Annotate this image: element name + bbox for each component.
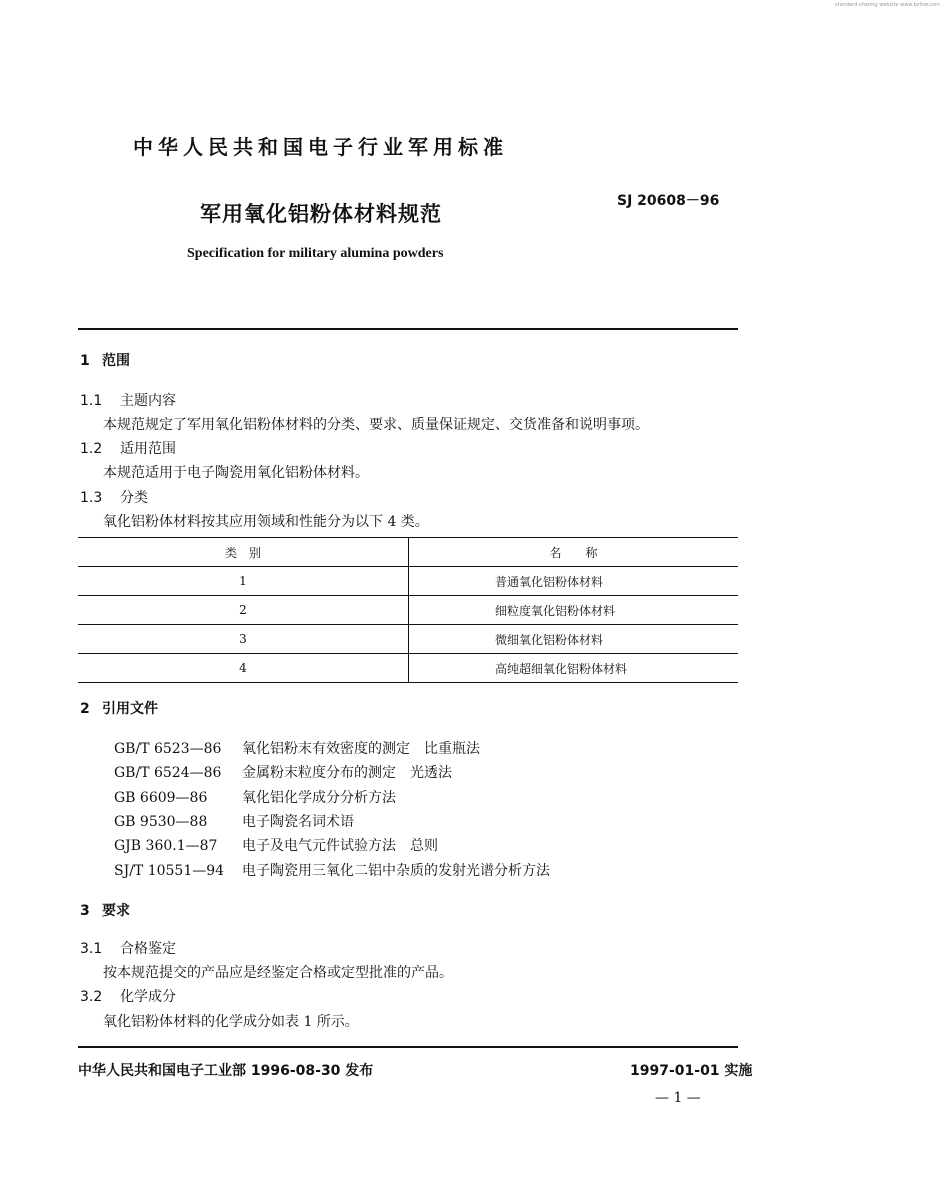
reference-title: 电子及电气元件试验方法 总则	[242, 838, 438, 854]
section-title: 引用文件	[102, 701, 158, 717]
section-number: 3	[80, 903, 90, 919]
footer-divider	[78, 1046, 738, 1048]
table-row	[78, 625, 738, 654]
reference-code: GB 6609—86	[114, 790, 208, 806]
header-name: 名 称	[549, 545, 598, 560]
english-title: Specification for military alumina powders	[187, 246, 444, 261]
reference-title: 金属粉末粒度分布的测定 光透法	[242, 765, 452, 781]
header-divider	[78, 328, 738, 330]
section-3-1-heading	[80, 938, 176, 958]
section-1-1-heading	[80, 390, 176, 410]
subsection-title: 主题内容	[120, 393, 176, 409]
classification-table	[78, 537, 738, 683]
reference-code: GJB 360.1—87	[114, 838, 218, 854]
subsection-number: 3.1	[80, 941, 103, 957]
document-title: 军用氧化铝粉体材料规范	[200, 202, 442, 226]
section-3-2-text: 氧化铝粉体材料的化学成分如表 1 所示。	[103, 1014, 359, 1030]
page-number: — 1 —	[655, 1090, 701, 1106]
standard-category-title: 中华人民共和国电子行业军用标准	[133, 135, 508, 159]
section-1-3-text: 氧化铝粉体材料按其应用领域和性能分为以下 4 类。	[103, 514, 429, 530]
section-title: 要求	[102, 903, 130, 919]
section-title: 范围	[102, 353, 130, 369]
subsection-number: 1.3	[80, 490, 103, 506]
section-number: 1	[80, 353, 90, 369]
section-number: 2	[80, 701, 90, 717]
subsection-number: 3.2	[80, 989, 103, 1005]
effective-date: 1997-01-01 实施	[630, 1063, 753, 1079]
name-cell: 细粒度氧化铝粉体材料	[495, 603, 616, 618]
section-1-2-text: 本规范适用于电子陶瓷用氧化铝粉体材料。	[103, 465, 369, 481]
table-header-row	[78, 538, 738, 567]
reference-item	[114, 835, 438, 855]
reference-code: GB/T 6523—86	[114, 741, 222, 757]
reference-item	[114, 738, 480, 758]
name-cell: 普通氧化铝粉体材料	[495, 574, 604, 589]
reference-title: 电子陶瓷用三氧化二铝中杂质的发射光谱分析方法	[242, 863, 550, 879]
table-row	[78, 567, 738, 596]
subsection-title: 合格鉴定	[120, 941, 176, 957]
corner-watermark: standard-sharing website www.bzfxw.com	[835, 2, 940, 8]
table-row	[78, 596, 738, 625]
reference-code: GB/T 6524—86	[114, 765, 222, 781]
section-1-2-heading	[80, 438, 176, 458]
section-2-heading	[80, 698, 158, 718]
header-category: 类 别	[78, 538, 409, 567]
subsection-number: 1.1	[80, 393, 103, 409]
section-3-1-text: 按本规范提交的产品应是经鉴定合格或定型批准的产品。	[103, 965, 453, 981]
reference-title: 氧化铝化学成分分析方法	[242, 790, 396, 806]
category-cell: 1	[78, 567, 409, 596]
section-1-heading	[80, 350, 130, 370]
standard-code: SJ 20608－96	[617, 193, 720, 209]
category-cell: 3	[78, 625, 409, 654]
subsection-title: 适用范围	[120, 441, 176, 457]
issue-statement: 中华人民共和国电子工业部 1996-08-30 发布	[78, 1063, 374, 1079]
category-cell: 4	[78, 654, 409, 683]
name-cell: 高纯超细氧化铝粉体材料	[495, 661, 628, 676]
reference-code: SJ/T 10551—94	[114, 863, 225, 879]
section-3-2-heading	[80, 986, 176, 1006]
reference-title: 氧化铝粉末有效密度的测定 比重瓶法	[242, 741, 480, 757]
section-3-heading	[80, 900, 130, 920]
category-cell: 2	[78, 596, 409, 625]
subsection-title: 化学成分	[120, 989, 176, 1005]
reference-code: GB 9530—88	[114, 814, 208, 830]
reference-item	[114, 762, 452, 782]
reference-item	[114, 787, 396, 807]
section-1-1-text: 本规范规定了军用氧化铝粉体材料的分类、要求、质量保证规定、交货准备和说明事项。	[103, 417, 649, 433]
subsection-number: 1.2	[80, 441, 103, 457]
subsection-title: 分类	[120, 490, 148, 506]
reference-title: 电子陶瓷名词术语	[242, 814, 354, 830]
name-cell: 微细氧化铝粉体材料	[495, 632, 604, 647]
reference-item	[114, 860, 550, 880]
reference-item	[114, 811, 354, 831]
table-row	[78, 654, 738, 683]
section-1-3-heading	[80, 487, 148, 507]
